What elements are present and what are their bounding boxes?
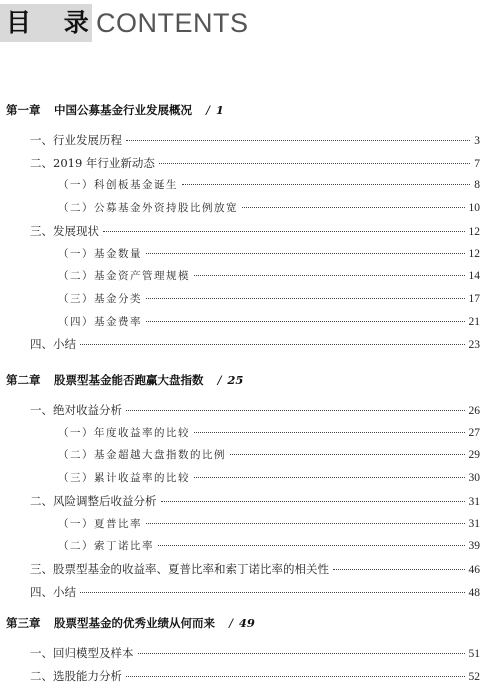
entry-label: 一、行业发展历程	[30, 133, 122, 147]
title-english: CONTENTS	[96, 8, 249, 38]
dot-leader	[194, 275, 465, 276]
toc-section-entry[interactable]	[30, 402, 480, 418]
entry-page-number: 14	[468, 270, 480, 283]
entry-page-number: 12	[468, 225, 480, 238]
toc-subsection-entry[interactable]	[58, 516, 480, 531]
toc-subsection-entry[interactable]	[58, 291, 480, 306]
toc-section-entry[interactable]	[30, 645, 480, 661]
entry-page-number: 39	[468, 540, 480, 553]
chapter-page-number: 49	[238, 616, 255, 630]
entry-label: 三、发展现状	[30, 223, 99, 238]
chapter-heading[interactable]	[6, 372, 243, 388]
entry-page-number: 3	[474, 135, 480, 147]
entry-label: （三）基金分类	[58, 292, 142, 305]
toc-section-entry[interactable]	[30, 223, 480, 239]
dot-leader	[146, 523, 465, 524]
dot-leader	[146, 321, 465, 322]
toc-section-entry[interactable]	[30, 132, 480, 148]
dot-leader	[158, 545, 465, 546]
entry-page-number: 17	[468, 292, 480, 305]
page-header	[0, 0, 488, 44]
toc-subsection-entry[interactable]	[58, 246, 480, 261]
title-chinese: 目 录	[0, 4, 92, 42]
entry-page-number: 12	[468, 247, 480, 260]
toc-subsection-entry[interactable]	[58, 314, 480, 329]
chapter-heading[interactable]	[6, 102, 224, 118]
chapter-number: 第二章	[6, 373, 41, 387]
entry-label: 二、风险调整后收益分析	[30, 493, 157, 508]
chapter-separator: /	[217, 373, 222, 387]
toc-section-entry[interactable]	[30, 493, 480, 509]
chapter-number: 第一章	[6, 103, 41, 117]
entry-page-number: 46	[468, 563, 480, 576]
toc-subsection-entry[interactable]	[58, 447, 480, 462]
entry-page-number: 27	[468, 426, 480, 439]
dot-leader	[138, 653, 465, 654]
dot-leader	[161, 501, 465, 502]
dot-leader	[103, 231, 465, 232]
entry-page-number: 10	[468, 202, 480, 215]
entry-label: （一）科创板基金诞生	[58, 179, 178, 192]
entry-label: （二）索丁诺比率	[58, 540, 154, 553]
dot-leader	[126, 676, 465, 677]
chapter-title: 中国公募基金行业发展概况	[54, 103, 192, 117]
entry-label: 一、绝对收益分析	[30, 403, 122, 417]
entry-label: （二）基金超越大盘指数的比例	[58, 449, 226, 462]
toc-subsection-entry[interactable]	[58, 200, 480, 215]
entry-label: （四）基金费率	[58, 315, 142, 328]
dot-leader	[333, 569, 465, 570]
chapter-title: 股票型基金能否跑赢大盘指数	[54, 373, 204, 387]
entry-page-number: 48	[468, 586, 480, 599]
entry-page-number: 31	[468, 495, 480, 508]
toc-subsection-entry[interactable]	[58, 470, 480, 485]
entry-page-number: 30	[468, 472, 480, 485]
toc-section-entry[interactable]	[30, 336, 480, 352]
toc-section-entry[interactable]	[30, 584, 480, 600]
entry-page-number: 8	[474, 179, 480, 192]
toc-subsection-entry[interactable]	[58, 268, 480, 283]
entry-label: 三、股票型基金的收益率、夏普比率和索丁诺比率的相关性	[30, 561, 329, 576]
chapter-separator: /	[206, 103, 210, 117]
toc-subsection-entry[interactable]	[58, 177, 480, 192]
dot-leader	[80, 344, 465, 345]
entry-label: （一）年度收益率的比较	[58, 426, 190, 439]
toc-section-entry[interactable]	[30, 155, 480, 171]
entry-label: 二、选股能力分析	[30, 668, 122, 683]
entry-page-number: 52	[468, 670, 480, 683]
entry-label: 四、小结	[30, 337, 76, 352]
entry-label: （一）夏普比率	[58, 517, 142, 530]
toc-subsection-entry[interactable]	[58, 538, 480, 553]
dot-leader	[159, 163, 470, 164]
entry-label: （二）基金资产管理规模	[58, 270, 190, 283]
dot-leader	[146, 253, 465, 254]
entry-page-number: 51	[468, 648, 480, 660]
toc-subsection-entry[interactable]	[58, 425, 480, 440]
toc-section-entry[interactable]	[30, 561, 480, 577]
entry-label: 四、小结	[30, 584, 76, 599]
entry-page-number: 7	[474, 157, 480, 170]
toc-section-entry[interactable]	[30, 668, 480, 684]
dot-leader	[80, 592, 465, 593]
entry-label: （三）累计收益率的比较	[58, 472, 190, 485]
entry-page-number: 21	[468, 315, 480, 328]
chapter-title: 股票型基金的优秀业绩从何而来	[54, 616, 215, 630]
chapter-page-number: 25	[227, 373, 244, 387]
chapter-page-number: 1	[215, 103, 224, 117]
dot-leader	[126, 410, 465, 411]
dot-leader	[126, 140, 470, 141]
chapter-number: 第三章	[6, 616, 41, 630]
dot-leader	[146, 298, 465, 299]
entry-label: （一）基金数量	[58, 247, 142, 260]
entry-label: 一、回归模型及样本	[30, 646, 134, 660]
entry-page-number: 26	[468, 405, 480, 417]
dot-leader	[230, 454, 465, 455]
chapter-separator: /	[229, 616, 233, 630]
dot-leader	[242, 207, 465, 208]
entry-page-number: 31	[468, 517, 480, 530]
entry-page-number: 29	[468, 449, 480, 462]
entry-label: （二）公募基金外资持股比例放宽	[58, 202, 238, 215]
chapter-heading[interactable]	[6, 615, 255, 631]
dot-leader	[182, 184, 470, 185]
entry-page-number: 23	[468, 339, 480, 352]
entry-label: 二、2019 年行业新动态	[30, 155, 155, 170]
dot-leader	[194, 432, 465, 433]
dot-leader	[194, 477, 465, 478]
